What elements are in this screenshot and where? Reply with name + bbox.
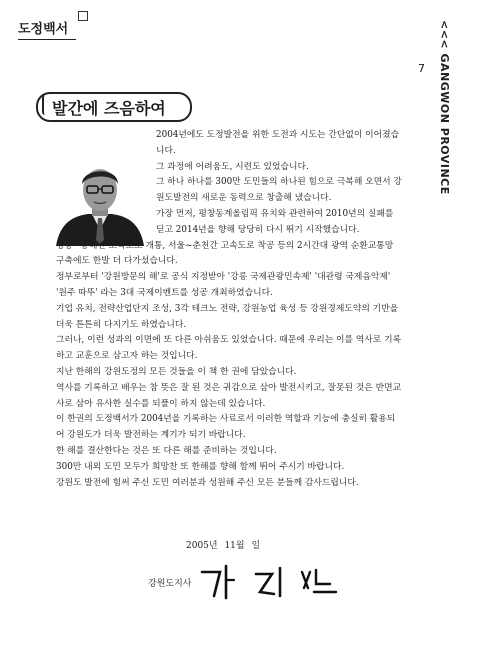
page-number: 7 xyxy=(418,62,425,75)
side-tab-label: <<< GANGWON PROVINCE xyxy=(438,20,451,195)
paragraph: 기업 유치, 전략산업단지 조성, 3각 테크노 전략, 강원농업 육성 등 강원경제도약의 기반을 더욱 튼튼히 다지기도 하였습니다. xyxy=(56,303,399,330)
paragraph: 가장 먼저, 평창동계올림픽 유치와 관련하여 2010년의 실패를 딛고 2014년을 향해 당당히 다시 뛰기 시작했습니다. xyxy=(156,208,394,235)
signer-title: 강원도지사 xyxy=(148,579,192,589)
handwritten-signature xyxy=(198,562,348,602)
paragraph: 정부로부터 '강원방문의 해'로 공식 지정받아 '강릉 국제관광민속제' '대관령 국제음악제' '원주 따뚜' 라는 3대 국제이벤트를 성공 개최하였습니다. xyxy=(56,272,391,298)
issue-date: 2005년 11월 일 xyxy=(186,541,261,551)
body-text xyxy=(56,128,402,491)
paragraph: 2004년에도 도정발전을 위한 도전과 시도는 간단없이 이어졌습니다. xyxy=(156,130,400,156)
paragraph: 300만 내외 도민 모두가 희망찬 또 한해를 향해 함께 뛰어 주시기 바랍니다. xyxy=(56,461,345,472)
page-title: 발간에 즈음하여 xyxy=(52,99,166,118)
header-square-mark xyxy=(78,11,88,21)
paragraph: 이 한권의 도정백서가 2004년을 기록하는 사료로서 이러한 역할과 기능에 충실히 활용되어 강원도가 더욱 발전하는 계기가 되기 바랍니다. xyxy=(56,414,396,441)
paragraph: 강원도 발전에 힘써 주신 도민 여러분과 성원해 주신 모든 분들께 감사드립니다. xyxy=(56,477,359,488)
section-header: 도정백서 xyxy=(18,18,76,40)
paragraph: 그러나, 이런 성과의 이면에 또 다른 아쉬움도 있었습니다. 때문에 우리는 이를 역사로 기록하고 교훈으로 삼고자 하는 것입니다. xyxy=(56,335,402,362)
paragraph: 역사를 기록하고 배우는 참 뜻은 잘 된 것은 귀감으로 삼아 발전시키고, 잘못된 것은 반면교사로 삼아 유사한 실수를 되풀이 하지 않는데 있습니다. xyxy=(56,382,402,409)
paragraph: 지난 한해의 강원도정의 모든 것들을 이 책 한 권에 담았습니다. xyxy=(56,366,297,377)
paragraph: 한 해를 결산한다는 것은 또 다른 해를 준비하는 것입니다. xyxy=(56,445,277,456)
paragraph: 그 과정에 어려움도, 시련도 있었습니다. xyxy=(156,161,309,172)
paragraph: 그 하나 하나를 300만 도민들의 하나된 힘으로 극복해 오면서 강원도발전의 새로운 동력으로 창출해 냈습니다. xyxy=(156,177,402,204)
paragraph: 강릉~동해간 고속도로 개통, 서울~춘천간 고속도로 착공 등의 2시간대 광역 순환교통망 구축에도 한발 더 다가섰습니다. xyxy=(56,240,394,267)
title-bracket-mark xyxy=(42,95,48,115)
title-box xyxy=(36,92,192,122)
